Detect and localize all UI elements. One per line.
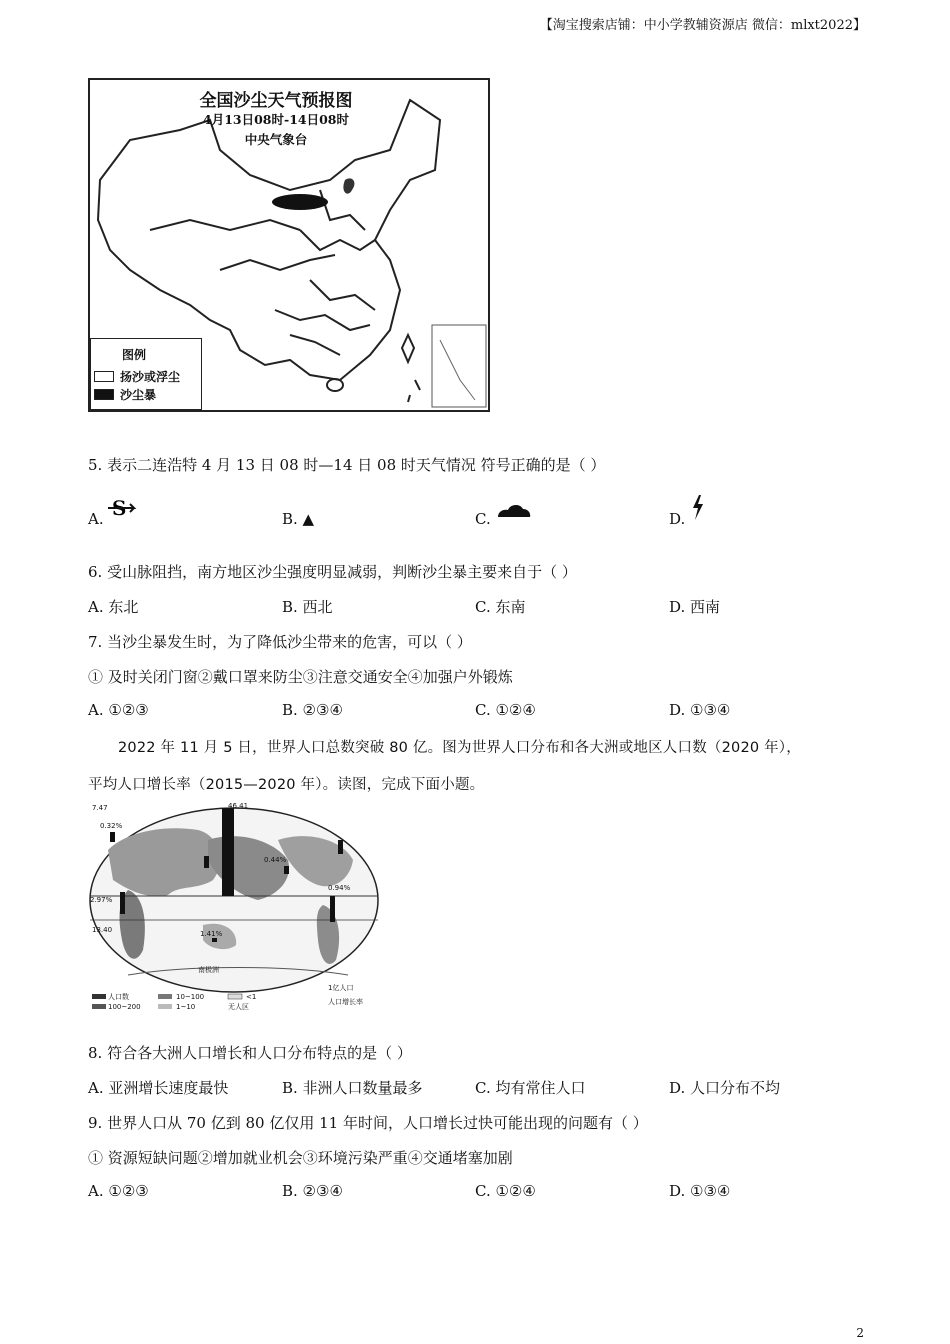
cloud-icon <box>496 501 532 521</box>
question-7-statements: ① 及时关闭门窗②戴口罩来防尘③注意交通安全④加强户外锻炼 <box>88 668 513 686</box>
question-8-option-d[interactable]: D. 人口分布不均 <box>669 1079 781 1097</box>
option-c-label: C. <box>475 510 491 528</box>
svg-text:2.97%: 2.97% <box>90 896 113 904</box>
question-8-option-c[interactable]: C. 均有常住人口 <box>475 1079 586 1097</box>
question-9-option-c[interactable]: C. ①②④ <box>475 1182 536 1200</box>
svg-text:无人区: 无人区 <box>228 1003 249 1011</box>
passage-line-2: 平均人口增长率（2015—2020 年）。读图，完成下面小题。 <box>88 777 485 793</box>
legend-row-dust <box>94 368 180 385</box>
svg-text:0.32%: 0.32% <box>100 822 123 830</box>
question-6-option-b[interactable]: B. 西北 <box>282 598 333 616</box>
page-number: 2 <box>856 1326 864 1340</box>
page-header: 【淘宝搜索店铺：中小学教辅资源店 微信：mlxt2022】 <box>539 18 866 33</box>
question-5-option-d[interactable] <box>669 510 706 528</box>
question-5-option-c[interactable] <box>475 510 532 528</box>
legend-row-sandstorm <box>94 386 156 403</box>
passage-line-1: 2022 年 11 月 5 日，世界人口总数突破 80 亿。图为世界人口分布和各大洲或地区人口数（2020 年）， <box>118 740 801 756</box>
question-5-stem: 5. 表示二连浩特 4 月 13 日 08 时—14 日 08 时天气情况 符号正确的是（ ） <box>88 456 606 474</box>
svg-text:0.44%: 0.44% <box>264 856 287 864</box>
svg-text:13.40: 13.40 <box>92 926 113 934</box>
question-8-stem: 8. 符合各大洲人口增长和人口分布特点的是（ ） <box>88 1044 412 1062</box>
question-8-option-a[interactable]: A. 亚洲增长速度最快 <box>88 1079 229 1097</box>
option-a-label: A. <box>88 510 104 528</box>
sandstorm-swatch-icon <box>94 389 114 400</box>
option-d-label: D. <box>669 510 686 528</box>
legend-title: 图例 <box>122 348 147 362</box>
svg-text:0.94%: 0.94% <box>328 884 351 892</box>
question-7-stem: 7. 当沙尘暴发生时，为了降低沙尘带来的危害，可以（ ） <box>88 633 472 651</box>
lightning-icon <box>690 495 706 521</box>
question-7-option-d[interactable]: D. ①③④ <box>669 701 731 719</box>
question-7-option-b[interactable]: B. ②③④ <box>282 701 343 719</box>
china-map-title: 全国沙尘天气预报图 <box>199 91 353 111</box>
svg-text:1.41%: 1.41% <box>200 930 223 938</box>
question-8-option-b[interactable]: B. 非洲人口数量最多 <box>282 1079 423 1097</box>
legend-label-dust: 扬沙或浮尘 <box>120 370 181 384</box>
sandstorm-icon <box>108 497 138 521</box>
question-9-stem: 9. 世界人口从 70 亿到 80 亿仅用 11 年时间，人口增长过快可能出现的问题有（ ） <box>88 1114 648 1132</box>
svg-text:10~100: 10~100 <box>176 993 205 1001</box>
svg-text:7.47: 7.47 <box>92 804 108 812</box>
svg-text:南极洲: 南极洲 <box>198 966 219 974</box>
svg-text:<1: <1 <box>246 993 257 1001</box>
dust-swatch-icon <box>94 371 114 382</box>
legend-label-sandstorm: 沙尘暴 <box>120 388 157 402</box>
question-6-option-d[interactable]: D. 西南 <box>669 598 721 616</box>
svg-text:1~10: 1~10 <box>176 1003 196 1011</box>
question-7-option-c[interactable]: C. ①②④ <box>475 701 536 719</box>
question-7-option-a[interactable]: A. ①②③ <box>88 701 149 719</box>
world-map-graphic <box>88 800 388 1020</box>
question-5-option-b[interactable]: B. ▲ <box>282 510 315 528</box>
china-map-subtitle: 4月13日08时-14日08时 <box>203 112 349 127</box>
svg-text:人口数: 人口数 <box>108 993 129 1001</box>
world-population-map <box>88 800 388 1020</box>
question-6-option-c[interactable]: C. 东南 <box>475 598 526 616</box>
question-9-option-b[interactable]: B. ②③④ <box>282 1182 343 1200</box>
question-6-option-a[interactable]: A. 东北 <box>88 598 139 616</box>
svg-text:46.41: 46.41 <box>228 802 249 810</box>
china-map-source: 中央气象台 <box>244 132 308 147</box>
question-9-option-a[interactable]: A. ①②③ <box>88 1182 149 1200</box>
svg-text:人口增长率: 人口增长率 <box>328 998 363 1006</box>
question-9-option-d[interactable]: D. ①③④ <box>669 1182 731 1200</box>
svg-text:1亿人口: 1亿人口 <box>328 984 354 992</box>
svg-text:100~200: 100~200 <box>108 1003 141 1011</box>
question-5-option-a[interactable] <box>88 497 138 528</box>
svg-text:S: S <box>112 497 127 520</box>
question-9-statements: ① 资源短缺问题②增加就业机会③环境污染严重④交通堵塞加剧 <box>88 1149 513 1167</box>
question-6-stem: 6. 受山脉阻挡，南方地区沙尘强度明显减弱，判断沙尘暴主要来自于（ ） <box>88 563 577 581</box>
